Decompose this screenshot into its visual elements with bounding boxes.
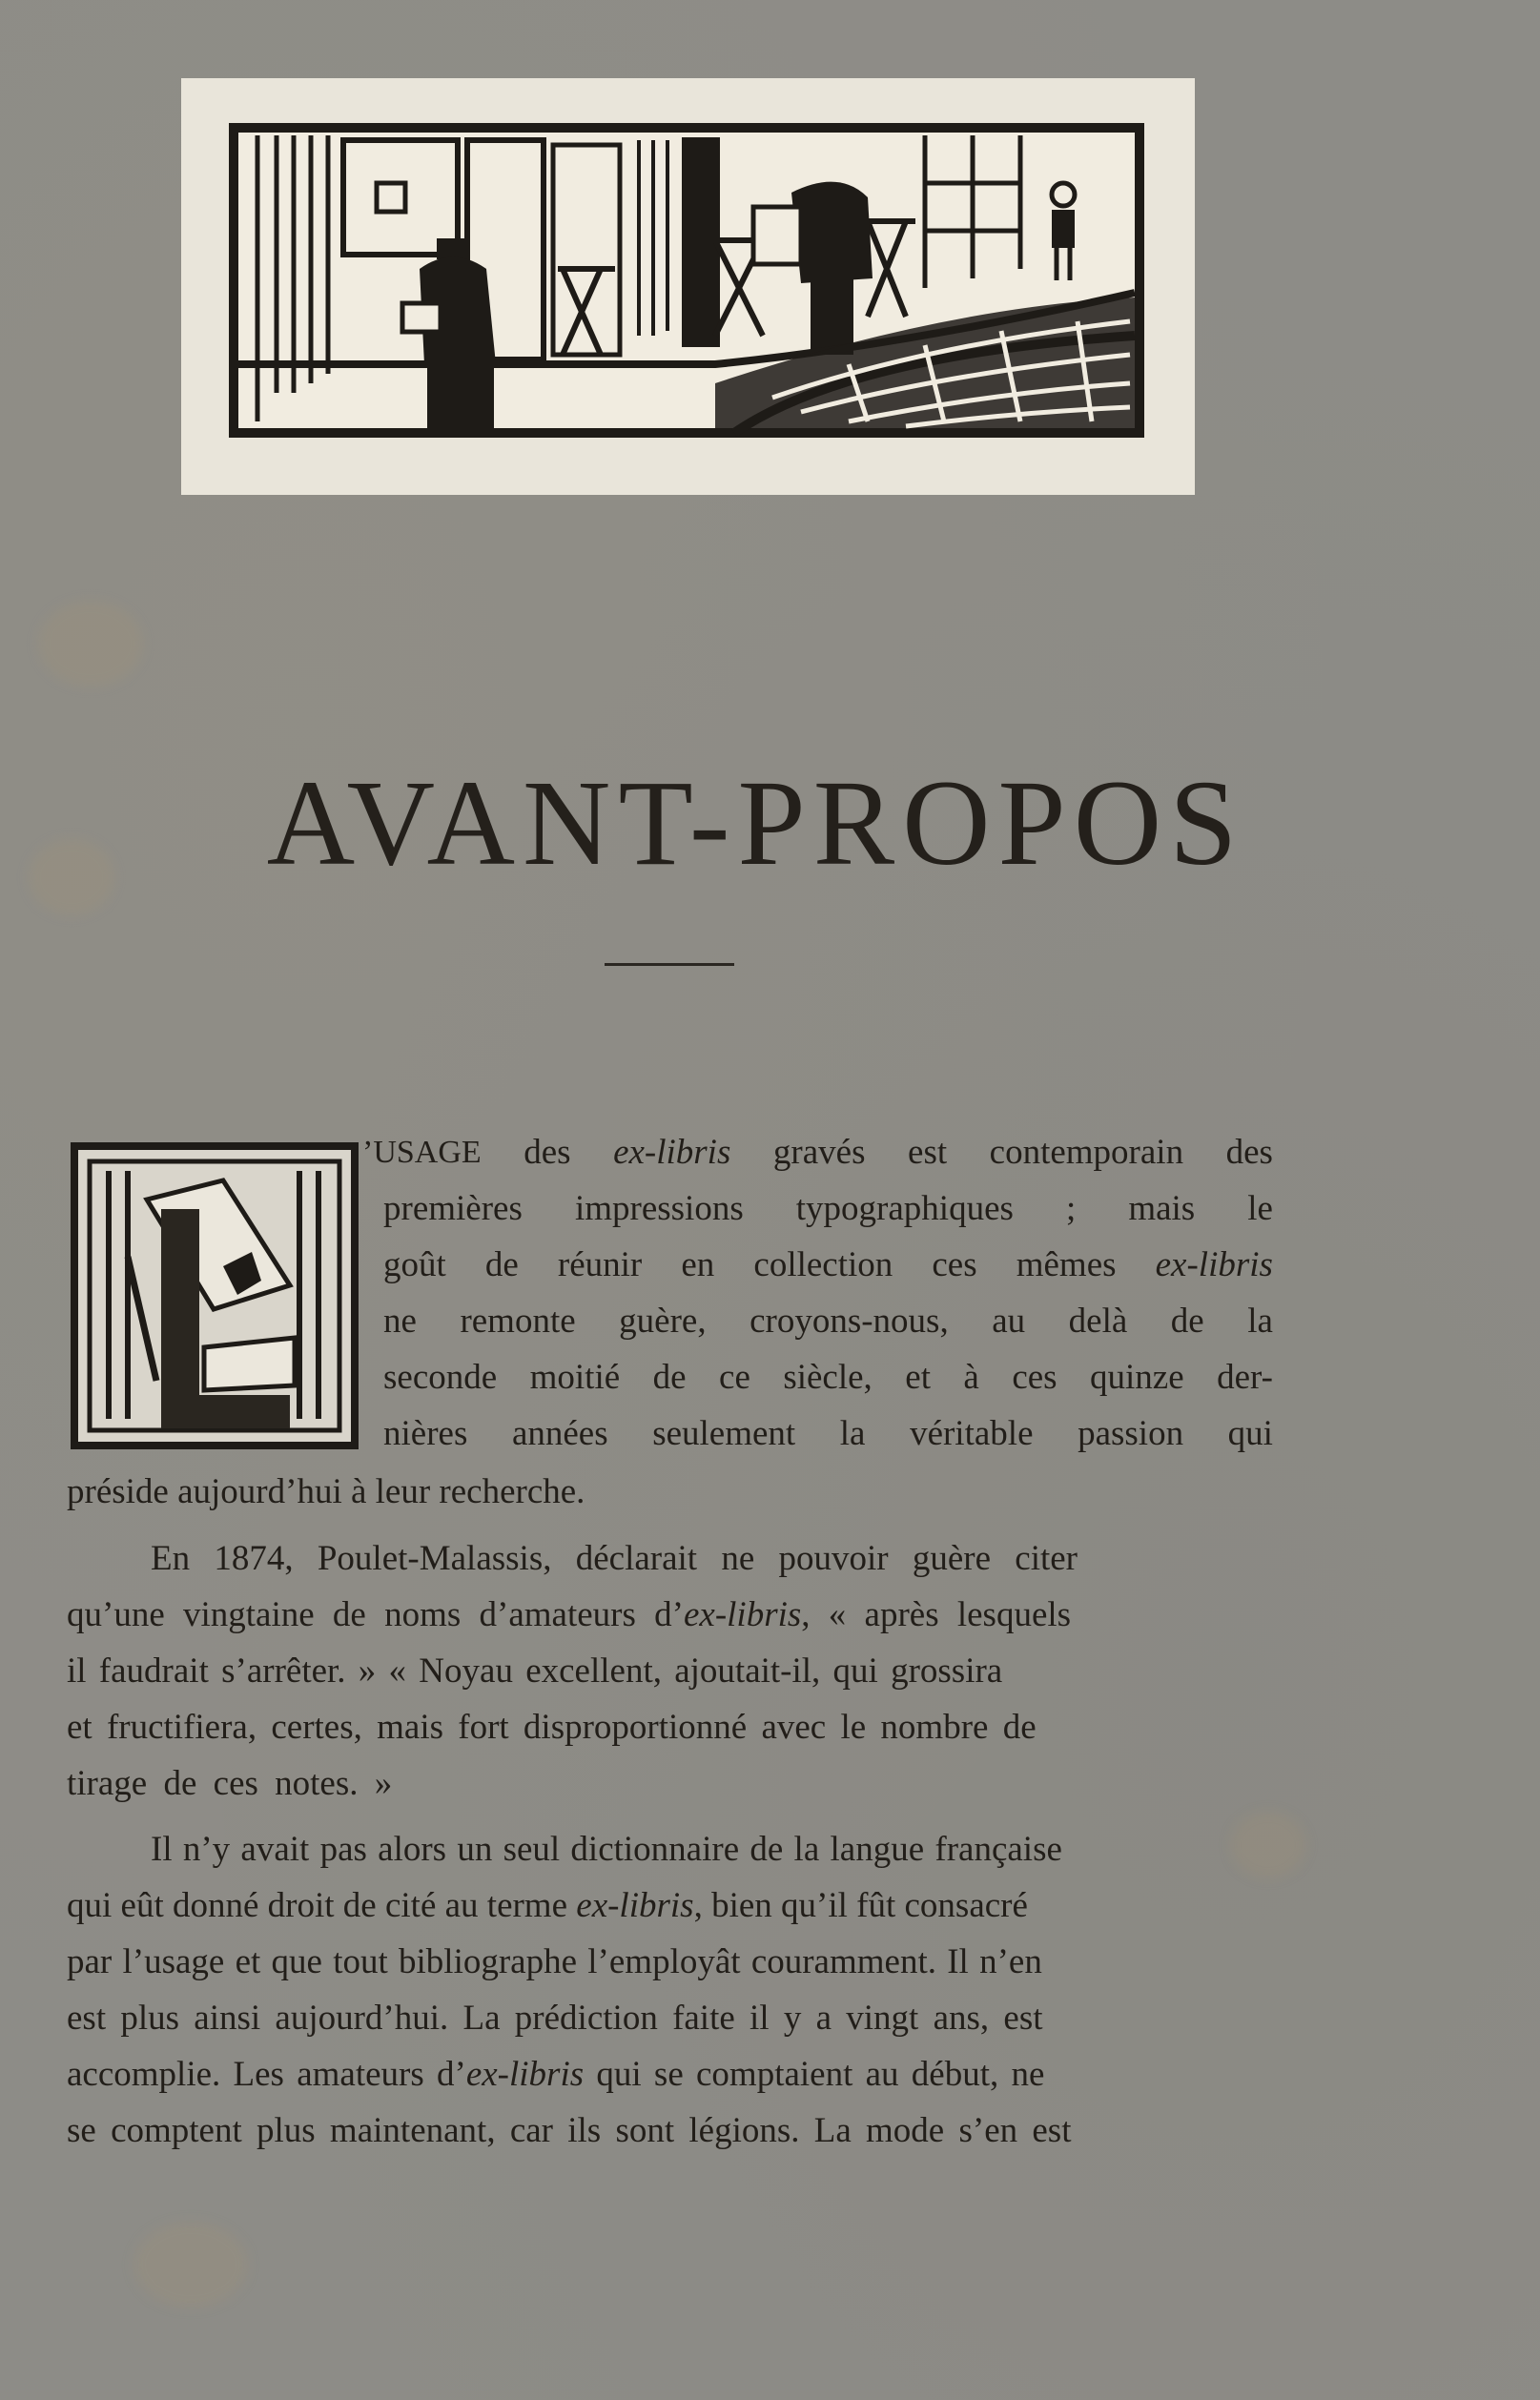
word: des [1225, 1133, 1273, 1172]
word: croyons-nous, [749, 1302, 949, 1341]
word: ces [932, 1245, 977, 1284]
word: à [963, 1358, 979, 1397]
word: der- [1217, 1358, 1273, 1397]
text-line [362, 1124, 1273, 1180]
paragraph-2 [67, 1530, 1278, 1812]
word: nières [383, 1414, 468, 1453]
word: quinze [1090, 1358, 1184, 1397]
word: la [1247, 1302, 1273, 1341]
foxing-stain [133, 2222, 248, 2308]
paragraph-1-end [67, 1464, 1278, 1520]
word: ne [383, 1302, 417, 1341]
word: de [652, 1358, 687, 1397]
word: des [524, 1133, 571, 1172]
word: typographiques [795, 1189, 1014, 1228]
italic-term: ex-libris [683, 1595, 802, 1634]
word: gravés [772, 1133, 866, 1172]
italic-term: ex-libris [465, 2055, 585, 2094]
text-line [67, 1990, 1278, 2046]
word: passion [1078, 1414, 1184, 1453]
text-line [67, 1755, 1278, 1812]
word: de [1170, 1302, 1204, 1341]
text-line-content: Il n’y avait pas alors un seul dictionnaire de la langue française [151, 1830, 1062, 1869]
text-line [67, 2046, 1278, 2103]
word: qui [1227, 1414, 1273, 1453]
word: seconde [383, 1358, 498, 1397]
text-line [67, 1464, 1278, 1520]
word: seulement [652, 1414, 796, 1453]
text-line-content: se comptent plus maintenant, car ils sont légions. La mode s’en est [67, 2111, 1072, 2150]
text-line [67, 1877, 1278, 1934]
text-line [67, 2103, 1278, 2159]
word: guère, [619, 1302, 707, 1341]
word: en [681, 1245, 715, 1284]
word: et [905, 1358, 931, 1397]
word: mêmes [1016, 1245, 1117, 1284]
text-line-content: accomplie. Les amateurs d’ex-libris qui se comptaient au début, ne [67, 2055, 1045, 2094]
word: goût [383, 1245, 446, 1284]
headpiece-engraving [181, 78, 1195, 495]
word: ex-libris [613, 1133, 731, 1172]
word: premières [383, 1189, 523, 1228]
word: de [484, 1245, 519, 1284]
word: ’USAGE [362, 1135, 482, 1170]
text-line [67, 1643, 1278, 1699]
drop-cap-initial [71, 1142, 359, 1449]
word: impressions [574, 1189, 744, 1228]
word: siècle, [783, 1358, 873, 1397]
paragraph-3 [67, 1821, 1278, 2159]
word: contemporain [989, 1133, 1184, 1172]
page-title: AVANT-PROPOS [266, 755, 1245, 891]
word: ex-libris [1155, 1245, 1273, 1284]
word: le [1247, 1189, 1273, 1228]
word: moitié [529, 1358, 621, 1397]
text-line-content: tirage de ces notes. » [67, 1764, 393, 1803]
text-line [67, 1587, 1278, 1643]
paragraph-1 [362, 1124, 1273, 1462]
text-line [67, 1821, 1278, 1877]
text-line-content: et fructifiera, certes, mais fort disproportionné avec le nombre de [67, 1708, 1037, 1747]
title-divider [605, 963, 734, 966]
word: ces [1012, 1358, 1057, 1397]
text-line [362, 1405, 1273, 1462]
text-line-content: qui eût donné droit de cité au terme ex-libris, bien qu’il fût consacré [67, 1886, 1028, 1925]
text-line [67, 1934, 1278, 1990]
word: collection [753, 1245, 893, 1284]
text-line-content: qu’une vingtaine de noms d’amateurs d’ex-libris, « après lesquels [67, 1595, 1072, 1634]
text-line [362, 1349, 1273, 1405]
word: ; [1065, 1189, 1077, 1228]
word: ce [719, 1358, 750, 1397]
word: réunir [557, 1245, 643, 1284]
foxing-stain [38, 601, 143, 687]
text-line [67, 1530, 1278, 1587]
woodcut-initial-letter-icon [71, 1142, 359, 1449]
word: remonte [460, 1302, 576, 1341]
text-line-content: par l’usage et que tout bibliographe l’employât couramment. Il n’en [67, 1942, 1042, 1981]
text-line-content: préside aujourd’hui à leur recherche. [67, 1472, 585, 1511]
word: delà [1068, 1302, 1128, 1341]
text-line [362, 1293, 1273, 1349]
text-line-content: En 1874, Poulet-Malassis, déclarait ne pouvoir guère citer [151, 1539, 1078, 1578]
word: la [839, 1414, 866, 1453]
word: au [992, 1302, 1026, 1341]
text-line [67, 1699, 1278, 1755]
italic-term: ex-libris [576, 1886, 694, 1925]
word: est [908, 1133, 948, 1172]
text-line [362, 1180, 1273, 1237]
text-line-content: est plus ainsi aujourd’hui. La prédiction faite il y a vingt ans, est [67, 1999, 1043, 2038]
word: années [511, 1414, 608, 1453]
text-line [362, 1237, 1273, 1293]
woodcut-bookseller-engraving-icon [181, 78, 1195, 495]
text-line-content: il faudrait s’arrêter. » « Noyau excellent, ajoutait-il, qui grossira [67, 1651, 1003, 1691]
word: véritable [910, 1414, 1034, 1453]
word: mais [1128, 1189, 1196, 1228]
